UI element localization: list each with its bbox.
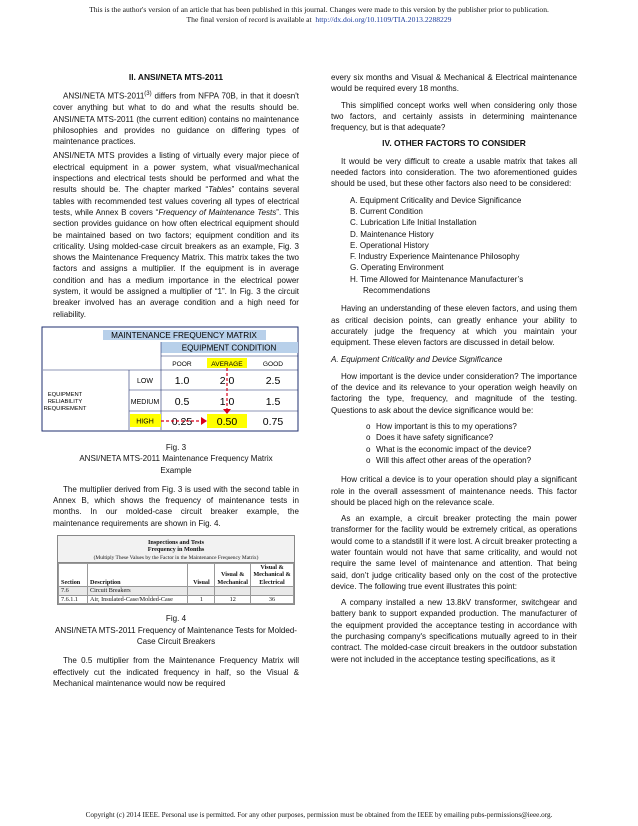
cell-high-average: 0.50: [216, 415, 238, 428]
fig4-header-vme: Visual & Mechanical & Electrical: [251, 563, 294, 587]
paragraph: every six months and Visual & Mechanical & Electrical maintenance would be required every 18 months.: [331, 73, 577, 94]
fig3-caption: Fig. 3 ANSI/NETA MTS-2011 Maintenance Frequency Matrix Example: [79, 442, 273, 475]
fig4-header-visual: Visual: [188, 563, 215, 587]
column-average: AVERAGE: [211, 360, 243, 368]
fig4-table: [58, 563, 294, 605]
list-item: A. Equipment Criticality and Device Significance: [350, 195, 522, 205]
page-footer: Copyright (c) 2014 IEEE. Personal use is permitted. For any other purposes, permission must be obtained from the IEEE by emailing pubs-permissions@ieee.org.: [85, 811, 553, 819]
paragraph: The multiplier derived from Fig. 3 is used with the second table in Annex B, which shows the frequency of maintenance tests in months. In our molded-case circuit breaker example, the maintenance requirements are shown in Fig. 4.: [53, 484, 299, 528]
paragraph: Having an understanding of these eleven factors, and using them as critical decision points, can greatly enhance your ability to accurately judge the frequency at which you maintain your equipment. These eleven factors are discussed in detail below.: [331, 304, 577, 348]
left-column: [43, 72, 299, 694]
page-header: [30, 5, 608, 25]
section-heading-other-factors: IV. OTHER FACTORS TO CONSIDER: [382, 138, 526, 149]
cell-low-poor: 1.0: [174, 374, 190, 387]
list-item: F. Industry Experience Maintenance Philosophy: [350, 252, 520, 262]
questions-list: [331, 421, 577, 466]
row-group-label-1: EQUIPMENT: [47, 391, 83, 398]
list-item: B. Current Condition: [350, 206, 423, 216]
row-high-label: HIGH: [136, 418, 154, 426]
list-item: H. Time Allowed for Maintenance Manufacturer’s Recommendations: [350, 274, 524, 296]
paragraph: ANSI/NETA MTS provides a listing of virtually every major piece of electrical equipment in a power system, what visual/mechanical inspections and electrical tests should be performed and what the results should be. The chapter marked “Tables” contains several tables with recommended test values covering all types of electrical tests, while Annex B covers “Frequency of Maintenance Tests”. This section provides guidance on how often electrical equipment should be maintained based on two factors; equipment condition and its criticality. Using molded-case circuit breakers as an example, Fig. 3 shows the Maintenance Frequency Matrix. This matrix takes the two factors and assigns a multiplier. If the equipment is in average condition and has a medium importance in the electrical power system, it would be assigned a multiplier of “1”. In Fig. 3 the circuit breaker involved has an average condition and a high need for reliability.: [53, 151, 299, 319]
section-heading-ansi-neta: II. ANSI/NETA MTS-2011: [128, 72, 224, 82]
row-group-label-2: RELIABILITY: [47, 398, 83, 405]
maintenance-frequency-matrix-figure: [41, 326, 301, 434]
list-item: C. Lubrication Life Initial Installation: [350, 218, 477, 228]
list-item: o How important is this to my operations?: [366, 422, 517, 432]
fig4-header-section: Section: [59, 563, 88, 587]
column-poor: POOR: [172, 360, 192, 368]
subsection-heading: A. Equipment Criticality and Device Significance: [331, 354, 503, 364]
list-item: G. Operating Environment: [350, 263, 444, 273]
list-item: o Will this affect other areas of the operation?: [366, 455, 532, 465]
list-item: D. Maintenance History: [350, 229, 434, 239]
header-line-2: The final version of record is available at http://dx.doi.org/10.1109/TIA.2013.2288229: [186, 15, 452, 24]
condition-label: EQUIPMENT CONDITION: [181, 343, 277, 353]
doi-link[interactable]: http://dx.doi.org/10.1109/TIA.2013.2288229: [315, 15, 452, 24]
paragraph: This simplified concept works well when considering only those two factors, and certainly assists in determining maintenance frequency, but is that adequate?: [331, 100, 577, 133]
list-item: o Does it have safety significance?: [366, 433, 494, 443]
paragraph: How important is the device under consideration? The importance of the device and its relevance to your operation weigh heavily on factoring the type, frequency, and magnitude of the testing. Questions to ask about the device significance would be:: [331, 371, 577, 415]
fig4-subtitle: (Multiply These Values by the Factor in the Maintenance Frequency Matrix): [58, 555, 294, 563]
cell-medium-good: 1.5: [265, 395, 281, 408]
paragraph: A company installed a new 13.8kV transformer, switchgear and battery bank to support expanded production. The manufacturer of the equipment provided the acceptance testing in accordance with the purchasing company's specifications mutually agreed to in their contract. The molded-case circuit breakers in the outdoor substation were not included in the acceptance testing specifications, as it: [331, 598, 577, 664]
paragraph: How critical a device is to your operation should play a significant role in the overall assessment of maintenance needs. This factor should be placed high on the relevance scale.: [331, 475, 577, 507]
paragraph: ANSI/NETA MTS-2011$^{(3)}$ differs from NFPA 70B, in that it doesn't cover anything but what to do and what the results should be. ANSI/NETA MTS-2011 (the current edition) contains no maintenance philosophies and provides no guidance on differing types of maintenance practices.: [53, 91, 299, 147]
fig4-header-description: Description: [88, 563, 188, 587]
row-medium-label: MEDIUM: [130, 398, 160, 406]
cell-low-good: 2.5: [265, 374, 281, 387]
cell-medium-average: 1.0: [219, 395, 235, 408]
paragraph: The 0.5 multiplier from the Maintenance Frequency Matrix will effectively cut the indicated frequency in half, so the Visual & Mechanical maintenance would now be required: [53, 656, 299, 688]
matrix-title: MAINTENANCE FREQUENCY MATRIX: [111, 330, 257, 340]
column-good: GOOD: [262, 360, 284, 368]
cell-medium-poor: 0.5: [174, 395, 190, 408]
cell-low-average: 2.0: [219, 374, 235, 387]
frequency-table-figure: [57, 535, 295, 606]
fig4-title: Inspections and Tests Frequency in Months: [58, 536, 294, 555]
factors-list: [331, 195, 577, 297]
fig4-header-vm: Visual & Mechanical: [215, 563, 251, 587]
cell-high-poor: 0.25: [171, 415, 193, 428]
paragraph: As an example, a circuit breaker protecting the main power transformer for the facility would be extremely critical, as operations would come to a standstill if it were lost. A circuit breaker protecting a water fountain would not have that same criticality, and would not require the same level of maintenance and attention. That being said, don’t judge criticality based only on the cost of the protective device. The following true event illustrates this point:: [331, 514, 577, 591]
list-item: o What is the economic impact of the device?: [366, 444, 532, 454]
row-low-label: LOW: [137, 377, 153, 385]
fig4-caption: Fig. 4 ANSI/NETA MTS-2011 Frequency of Maintenance Tests for Molded-Case Circuit Breakers: [55, 614, 297, 647]
table-row: 7.6.1.1 Air, Insulated-Case/Molded-Case 1 12 36: [59, 595, 294, 604]
table-row: 7.6 Circuit Breakers: [59, 587, 294, 596]
cell-high-good: 0.75: [262, 415, 284, 428]
header-line-1: This is the author's version of an article that has been published in this journal. Changes were made to this version by the publisher prior to publication.: [89, 5, 549, 14]
right-column: [331, 72, 577, 670]
list-item: E. Operational History: [350, 240, 429, 250]
row-group-label-3: REQUIREMENT: [43, 405, 87, 412]
paragraph: It would be very difficult to create a usable matrix that takes all needed factors into consideration. The two aforementioned guides should be used, but these other factors also need to be considered:: [331, 156, 577, 189]
